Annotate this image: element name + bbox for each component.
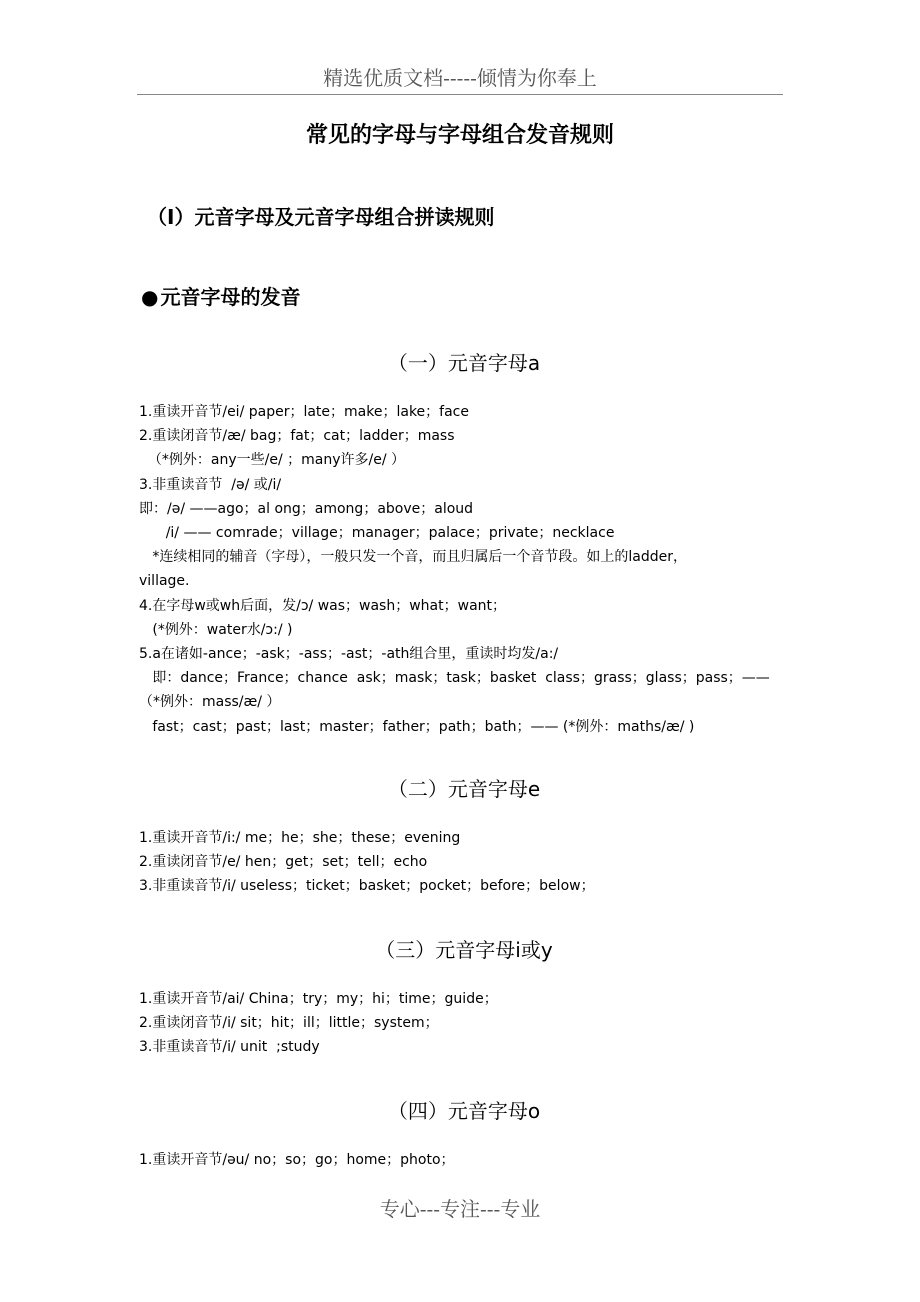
- rule-line: 2.重读闭音节/i/ sit；hit；ill；little；system；: [139, 1015, 439, 1032]
- rule-line: （*例外：mass/æ/ ）: [139, 694, 281, 711]
- rule-line: 3.非重读音节/i/ useless；ticket；basket；pocket；before；below；: [139, 878, 595, 895]
- rule-line: /i/ —— comrade；village；manager；palace；private；necklace: [139, 525, 615, 542]
- rule-line: (*例外：water水/ɔ:/ ): [139, 621, 293, 638]
- bullet-heading-text: 元音字母的发音: [160, 285, 301, 309]
- section-heading: （三）元音字母i或y: [375, 938, 553, 962]
- rule-line: 1.重读开音节/əu/ no；so；go；home；photo；: [139, 1152, 455, 1168]
- rule-line: 5.a在诸如-ance；-ask；-ass；-ast；-ath组合里，重读时均发/a:/: [139, 646, 559, 663]
- section-vowel-e: [139, 774, 789, 899]
- bullet-icon: ●: [141, 285, 159, 309]
- rule-line: 3.非重读音节 /ə/ 或/i/: [139, 476, 282, 493]
- section-vowel-o: [139, 1096, 789, 1172]
- page-header: 精选优质文档-----倾情为你奉上: [323, 66, 597, 90]
- section-vowel-a: [139, 348, 789, 739]
- rule-line: *连续相同的辅音（字母），一般只发一个音，而且归属后一个音节段。如上的ladder，: [139, 549, 687, 566]
- rule-line: （*例外：any一些/e/ ；many许多/e/ ）: [139, 452, 406, 469]
- rule-line: 4.在字母w或wh后面，发/ɔ/ was；wash；what；want；: [139, 597, 507, 614]
- section-heading: （二）元音字母e: [387, 777, 541, 801]
- part-title: （I）元音字母及元音字母组合拼读规则: [147, 205, 495, 229]
- document-title: 常见的字母与字母组合发音规则: [305, 123, 614, 148]
- rule-line: 2.重读闭音节/e/ hen；get；set；tell；echo: [139, 854, 428, 871]
- rule-line: 3.非重读音节/i/ unit ;study: [139, 1039, 320, 1056]
- header-divider: [137, 94, 783, 95]
- rule-line: fast；cast；past；last；master；father；path；bath；—— (*例外：maths/æ/ ): [139, 718, 695, 735]
- rule-line: 即：dance；France；chance ask；mask；task；basket class；grass；glass；pass；——: [139, 670, 770, 687]
- section-vowel-i-y: [139, 935, 789, 1060]
- section-heading: （一）元音字母a: [387, 351, 541, 375]
- rule-line: 1.重读开音节/ei/ paper；late；make；lake；face: [139, 404, 469, 420]
- section-heading: （四）元音字母o: [387, 1099, 541, 1123]
- page-footer: 专心---专注---专业: [379, 1197, 541, 1221]
- rule-line: 2.重读闭音节/æ/ bag；fat；cat；ladder；mass: [139, 428, 455, 445]
- rule-line: 即：/ə/ ——ago；al ong；among；above；aloud: [139, 500, 474, 517]
- rule-line: village.: [139, 573, 190, 590]
- rule-line: 1.重读开音节/ai/ China；try；my；hi；time；guide；: [139, 991, 498, 1007]
- rule-line: 1.重读开音节/i:/ me；he；she；these；evening: [139, 830, 461, 846]
- bullet-heading: [141, 282, 300, 312]
